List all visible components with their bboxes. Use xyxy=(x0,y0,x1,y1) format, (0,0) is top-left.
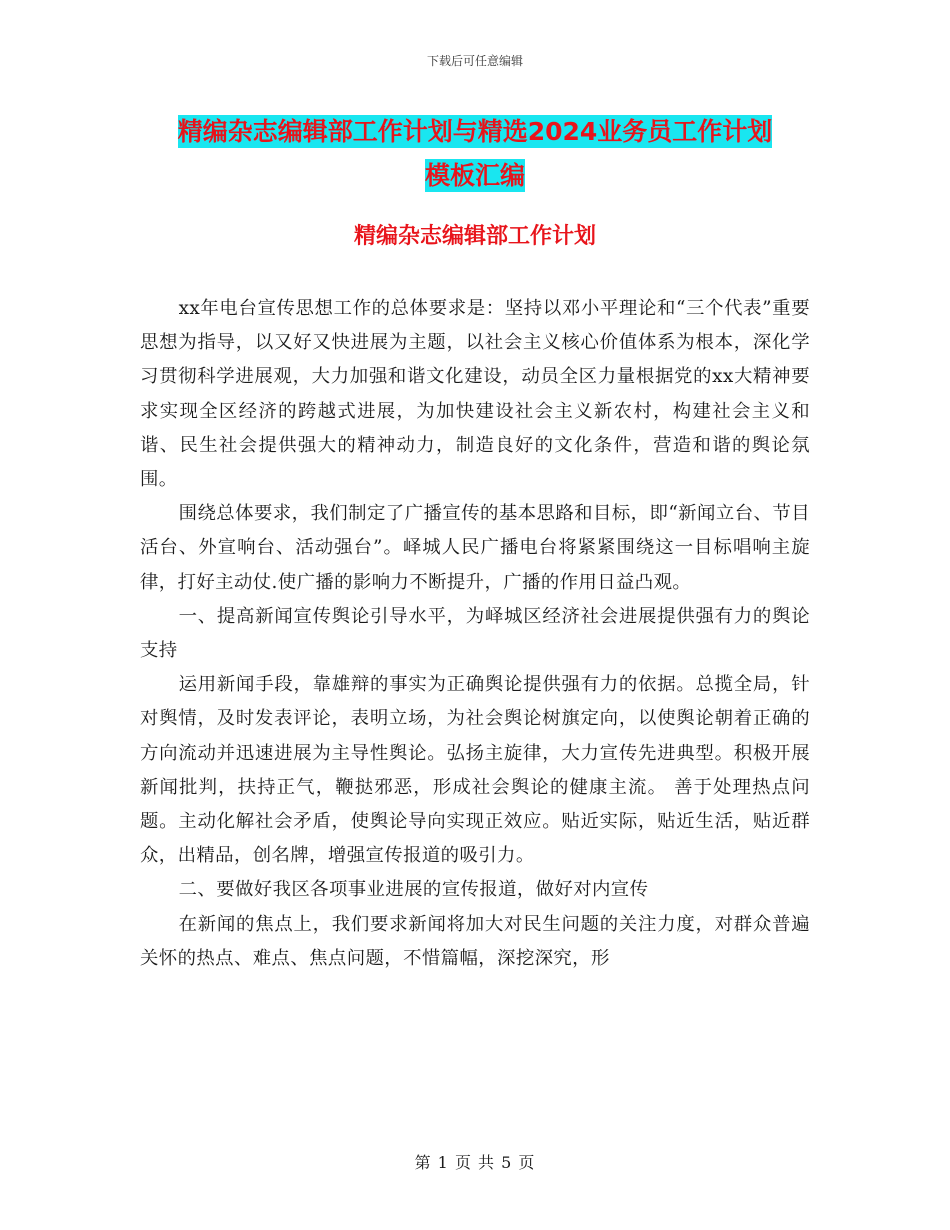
document-title-line-2: 模板汇编 xyxy=(424,161,525,190)
paragraph-heading: 二、要做好我区各项事业进展的宣传报道，做好对内宣传 xyxy=(178,879,649,901)
paragraph: 围绕总体要求，我们制定了广播宣传的基本思路和目标，即“新闻立台、节目活台、外宣响台、活动强台”。峄城人民广播电台将紧紧围绕这一目标唱响主旋律，打好主动仗.使广播的影响力不断提升，广播的作用日益凸观。 xyxy=(140,503,810,593)
paragraph: 在新闻的焦点上，我们要求新闻将加大对民生问题的关注力度，对群众普遍关怀的热点、难点、焦点问题，不惜篇幅，深挖深究，形 xyxy=(140,913,810,969)
document-body xyxy=(140,292,810,976)
document-title-line-1: 精编杂志编辑部工作计划与精选2024业务员工作计划 xyxy=(177,117,773,146)
section-title: 精编杂志编辑部工作计划 xyxy=(353,224,596,249)
paragraph-heading: 一、提高新闻宣传舆论引导水平，为峄城区经济社会进展提供强有力的舆论支持 xyxy=(140,605,810,662)
paragraph: xx年电台宣传思想工作的总体要求是：坚持以邓小平理论和“三个代表”重要思想为指导，以又好又快进展为主题，以社会主义核心价值体系为根本，深化学习贯彻科学进展观，大力加强和谐文化建设，动员全区力量根据党的xx大精神要求实现全区经济的跨越式进展，为加快建设社会主义新农村，构建社会主义和谐、民生社会提供强大的精神动力，制造良好的文化条件，营造和谐的舆论氛围。 xyxy=(140,298,810,491)
page-header-note: 下载后可任意编辑 xyxy=(426,54,523,68)
document-title xyxy=(0,110,950,198)
page-number: 第 1 页 共 5 页 xyxy=(414,1153,536,1172)
paragraph: 运用新闻手段，靠雄辩的事实为正确舆论提供强有力的依据。总揽全局，针对舆情，及时发表评论，表明立场，为社会舆论树旗定向，以使舆论朝着正确的方向流动并迅速进展为主导性舆论。弘扬主旋律，大力宣传先进典型。积极开展新闻批判，扶持正气，鞭挞邪恶，形成社会舆论的健康主流。 善于处理热点问题。主动化解社会矛盾，使舆论导向实现正效应。贴近实际，贴近生活，贴近群众，出精品，创名牌，增强宣传报道的吸引力。 xyxy=(140,674,810,867)
